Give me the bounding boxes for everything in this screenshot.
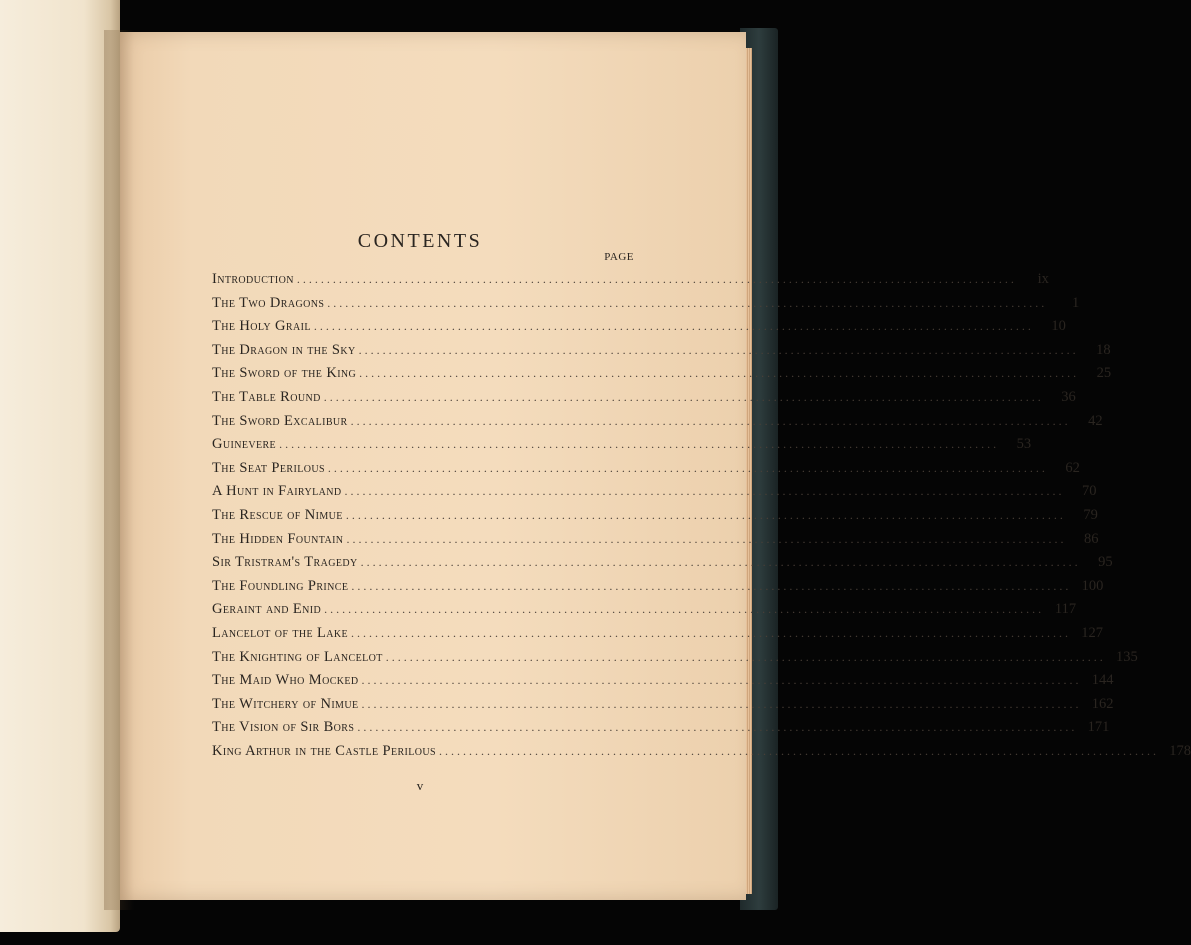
toc-entry-page: 135: [1115, 648, 1138, 665]
toc-entry-title: The Sword of the King: [212, 365, 357, 382]
toc-entry-page: 171: [1087, 719, 1110, 736]
toc-entry: [212, 719, 1110, 743]
toc-entry: [212, 554, 1113, 578]
toc-entry: [212, 695, 1114, 720]
dot-leader: ........................................................................................................................: [327, 460, 1048, 475]
toc-entry: [212, 624, 1104, 649]
toc-entry-title: The Knighting of Lancelot: [212, 648, 383, 665]
toc-entry-page: 70: [1081, 483, 1097, 500]
toc-entry-title: The Foundling Prince: [212, 577, 349, 594]
toc-entry-title: The Rescue of Nimue: [212, 506, 343, 523]
toc-entry: [212, 271, 1049, 295]
toc-entry-title: The Sword Excalibur: [212, 412, 348, 429]
toc-entry-page: 10: [1051, 318, 1066, 335]
dot-leader: ........................................................................................................................: [351, 625, 1072, 640]
toc-entry-page: 62: [1065, 459, 1080, 476]
dot-leader: ........................................................................................................................: [345, 507, 1066, 522]
toc-entry-title: The Two Dragons: [212, 294, 325, 311]
toc-entry: [212, 506, 1098, 531]
toc-entry-page: 25: [1096, 365, 1112, 382]
dot-leader: ........................................................................................................................: [313, 319, 1034, 334]
toc-entry-title: Guinevere: [212, 436, 277, 453]
toc-entry: [212, 318, 1066, 342]
dot-leader: ........................................................................................................................: [358, 342, 1079, 357]
contents-title: CONTENTS: [357, 230, 483, 252]
toc-entry: [212, 601, 1077, 625]
toc-entry-page: 100: [1081, 577, 1104, 594]
toc-entry-title: The Holy Grail: [212, 318, 311, 335]
toc-entry-title: The Maid Who Mocked: [212, 672, 359, 689]
toc-entry: [212, 436, 1032, 460]
dot-leader: ........................................................................................................................: [361, 696, 1082, 711]
toc-entry-title: The Witchery of Nimue: [212, 695, 359, 712]
toc-entry-page: 36: [1061, 388, 1076, 405]
toc-entry-page: 86: [1083, 530, 1099, 547]
toc-entry-page: 162: [1091, 695, 1114, 712]
toc-entry-page: 79: [1083, 506, 1098, 523]
toc-entry: [212, 365, 1112, 389]
toc-entry-title: Lancelot of the Lake: [212, 624, 349, 641]
dot-leader: ........................................................................................................................: [361, 673, 1082, 688]
dot-leader: ........................................................................................................................: [327, 295, 1048, 310]
toc-entry-title: The Dragon in the Sky: [212, 341, 356, 358]
toc-entry: [212, 341, 1111, 366]
toc-entry-page: 95: [1098, 554, 1113, 571]
dot-leader: ........................................................................................................................: [439, 743, 1159, 758]
toc-entry-title: King Arthur in the Castle Perilous: [212, 742, 436, 759]
toc-entry: [212, 577, 1104, 602]
toc-entry: [212, 412, 1103, 437]
toc-entry: [212, 648, 1138, 673]
toc-entry: [212, 483, 1097, 507]
toc-entry-page: 42: [1088, 412, 1103, 429]
page-folio: v: [416, 778, 424, 793]
dot-leader: ........................................................................................................................: [324, 602, 1045, 617]
toc-entry-title: Geraint and Enid: [212, 601, 322, 618]
dot-leader: ........................................................................................................................: [279, 437, 1000, 452]
toc-entry-page: 18: [1096, 341, 1111, 358]
dot-leader: ........................................................................................................................: [296, 272, 1017, 286]
toc-entry: [212, 672, 1114, 696]
toc-entry-title: Introduction: [212, 271, 294, 287]
toc-entry-page: 127: [1081, 624, 1104, 641]
dot-leader: ........................................................................................................................: [357, 720, 1078, 735]
toc-entry-title: The Table Round: [212, 388, 321, 405]
toc-entry: [212, 530, 1099, 555]
page-column-header: PAGE: [604, 251, 634, 263]
toc-entry-title: Sir Tristram's Tragedy: [212, 554, 358, 571]
dot-leader: ........................................................................................................................: [323, 389, 1044, 404]
toc-entry-page: ix: [1037, 271, 1049, 287]
toc-entry-title: The Seat Perilous: [212, 459, 325, 476]
toc-entry: [212, 294, 1080, 319]
dot-leader: ........................................................................................................................: [346, 531, 1067, 546]
toc-entry: [212, 388, 1076, 413]
toc-entry-page: 117: [1054, 601, 1077, 618]
toc-entry-title: The Vision of Sir Bors: [212, 719, 355, 736]
toc-entry: [212, 742, 1191, 767]
toc-entry: [212, 459, 1080, 484]
toc-entry-title: The Hidden Fountain: [212, 530, 344, 547]
dot-leader: ........................................................................................................................: [359, 366, 1080, 381]
toc-entry-title: A Hunt in Fairyland: [212, 483, 342, 500]
toc-list: [212, 271, 1191, 766]
toc-entry-page: 1: [1072, 294, 1080, 311]
toc-entry-page: 144: [1091, 672, 1114, 689]
dot-leader: ........................................................................................................................: [344, 484, 1065, 499]
dot-leader: ........................................................................................................................: [385, 649, 1106, 664]
dot-leader: ........................................................................................................................: [351, 578, 1072, 593]
toc-entry-page: 178: [1169, 742, 1191, 759]
toc-entry-page: 53: [1016, 436, 1032, 453]
dot-leader: ........................................................................................................................: [350, 413, 1071, 428]
dot-leader: ........................................................................................................................: [360, 555, 1081, 570]
